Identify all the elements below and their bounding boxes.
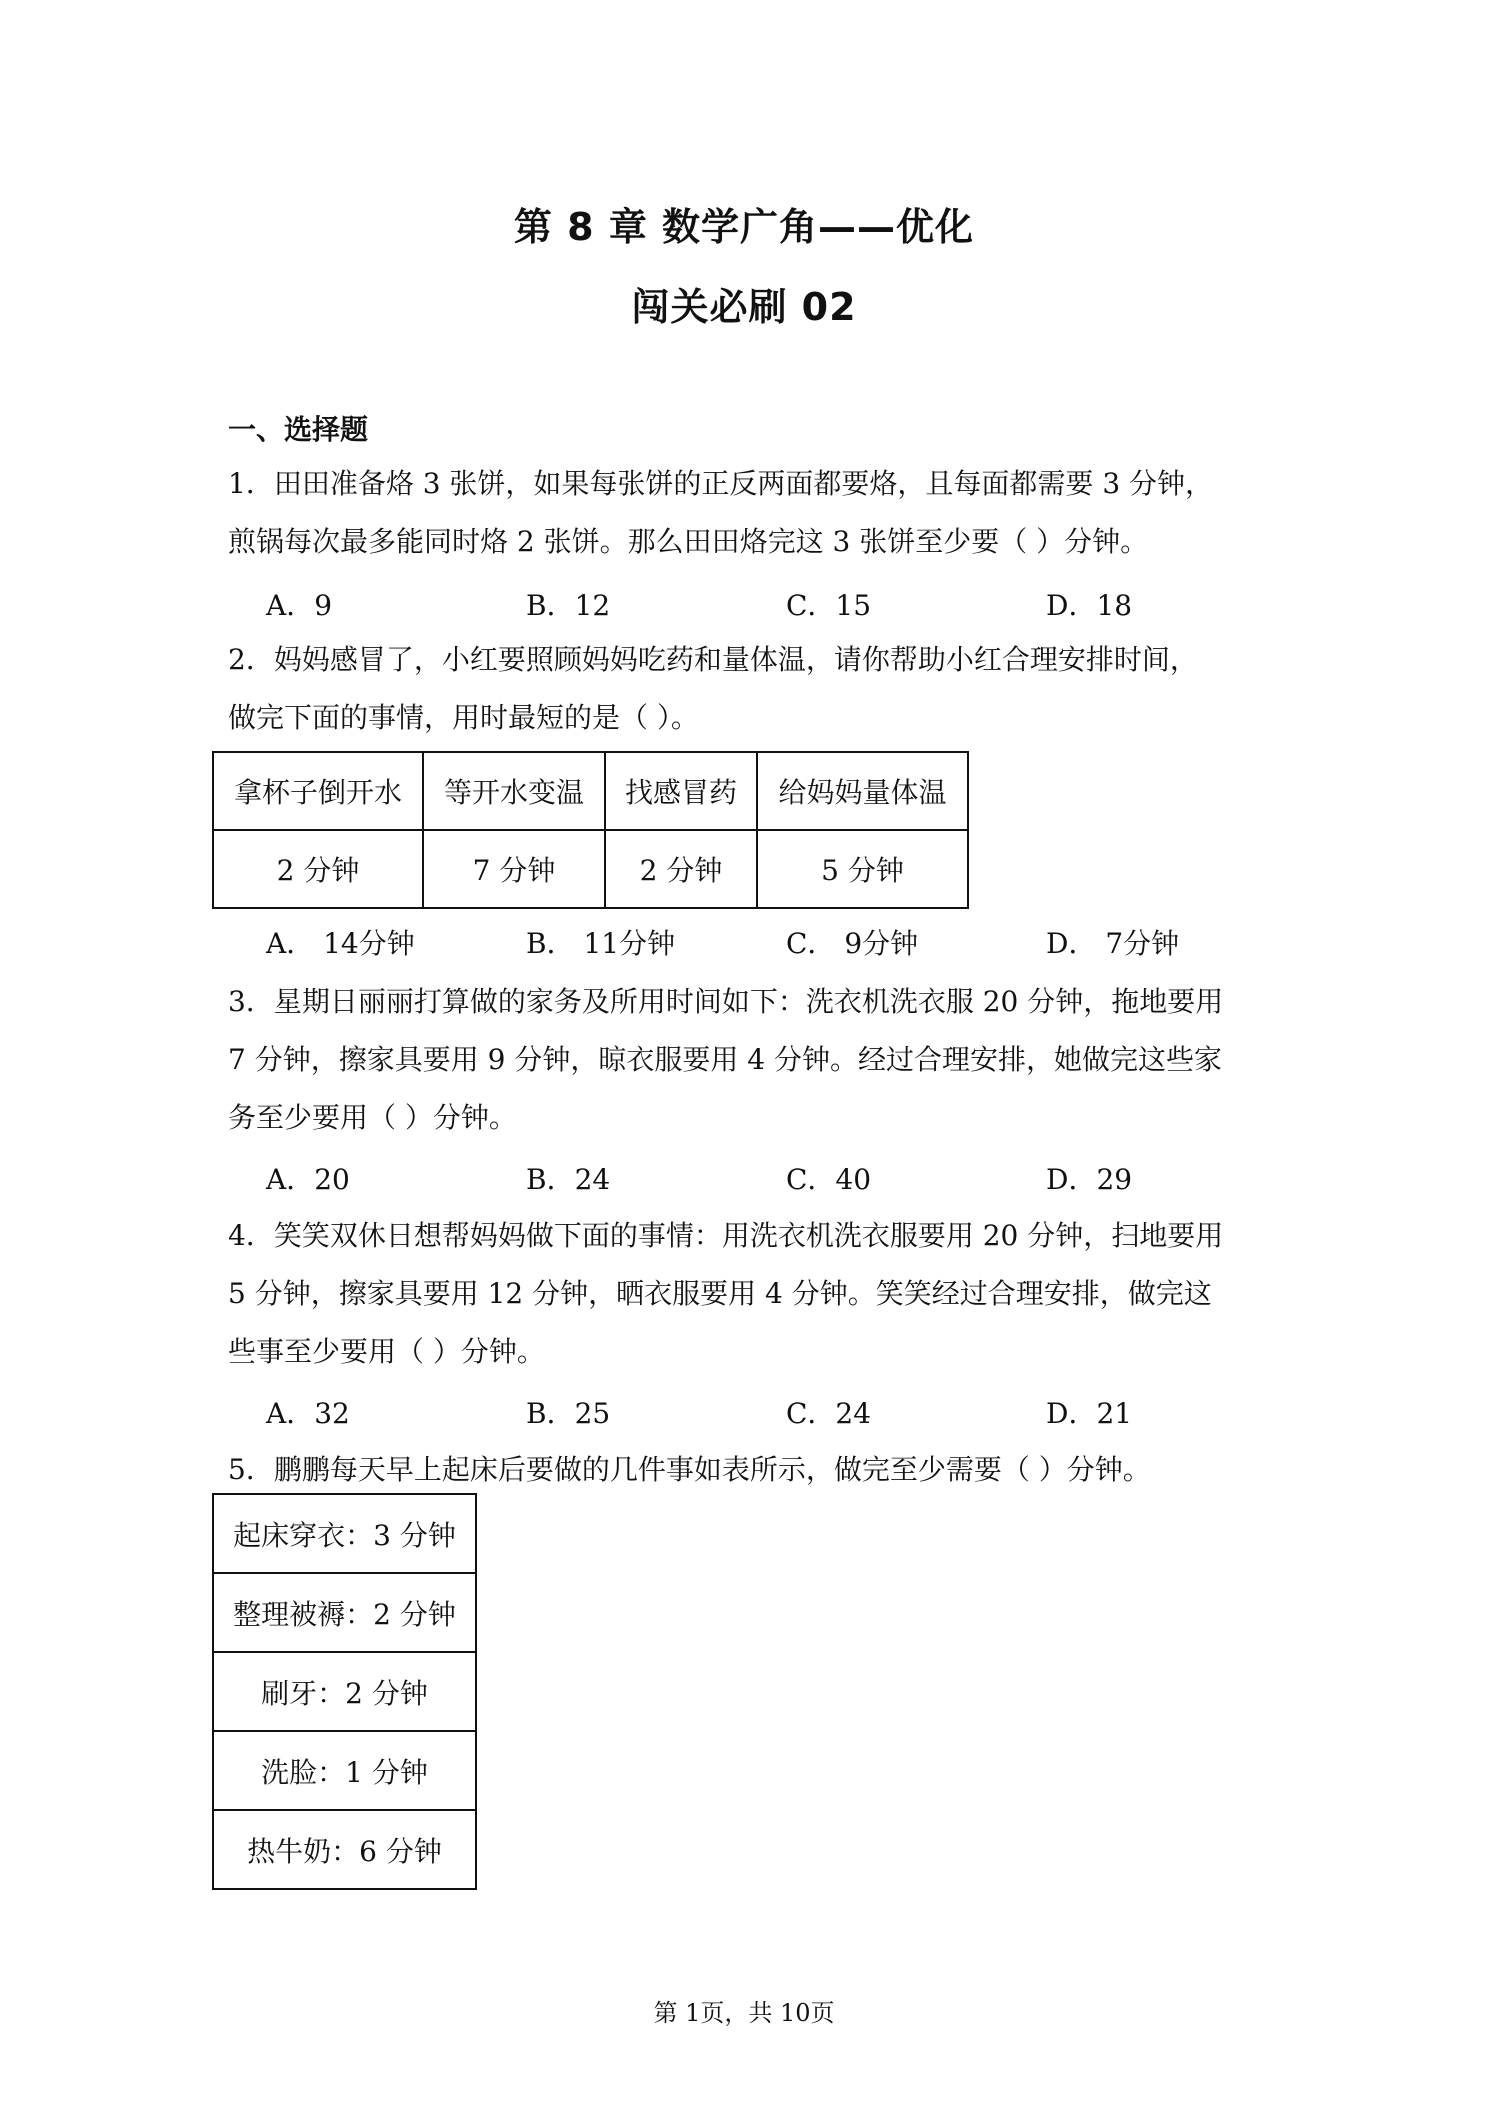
option-a: A．20 — [266, 1163, 350, 1196]
option-b: B．24 — [526, 1163, 611, 1196]
table-cell: 2 分钟 — [213, 830, 423, 908]
table-row — [213, 752, 968, 830]
question-2-line: 做完下面的事情，用时最短的是（ ）。 — [228, 701, 699, 734]
option-c: C．40 — [786, 1163, 872, 1196]
question-1-options — [266, 584, 1306, 624]
table-row — [213, 1494, 476, 1573]
question-4-line: 4．笑笑双休日想帮妈妈做下面的事情：用洗衣机洗衣服要用 20 分钟，扫地要用 — [228, 1219, 1224, 1252]
table-cell: 刷牙：2 分钟 — [213, 1652, 476, 1731]
table-cell: 热牛奶：6 分钟 — [213, 1810, 476, 1889]
table-cell: 整理被褥：2 分钟 — [213, 1573, 476, 1652]
option-a: A．9 — [266, 589, 333, 622]
option-b: B．25 — [526, 1397, 611, 1430]
question-4-options — [266, 1392, 1306, 1432]
table-cell: 拿杯子倒开水 — [213, 752, 423, 830]
question-4-line: 5 分钟，擦家具要用 12 分钟，晒衣服要用 4 分钟。笑笑经过合理安排，做完这 — [228, 1277, 1212, 1310]
question-1-line: 1．田田准备烙 3 张饼，如果每张饼的正反两面都要烙，且每面都需要 3 分钟， — [228, 467, 1214, 500]
table-cell: 找感冒药 — [605, 752, 757, 830]
option-b: B． 11分钟 — [526, 927, 676, 960]
option-c: C．15 — [786, 589, 872, 622]
table-row — [213, 830, 968, 908]
question-2-options — [266, 922, 1306, 962]
question-4-line: 些事至少要用（ ）分钟。 — [228, 1335, 545, 1368]
question-1-line: 煎锅每次最多能同时烙 2 张饼。那么田田烙完这 3 张饼至少要（ ）分钟。 — [228, 525, 1149, 558]
table-cell: 给妈妈量体温 — [757, 752, 968, 830]
question-3-line: 务至少要用（ ）分钟。 — [228, 1101, 517, 1134]
section-heading: 一、选择题 — [228, 413, 369, 446]
table-row — [213, 1573, 476, 1652]
question-3-line: 3．星期日丽丽打算做的家务及所用时间如下：洗衣机洗衣服 20 分钟，拖地要用 — [228, 985, 1224, 1018]
page-subtitle: 闯关必刷 02 — [631, 285, 857, 329]
table-row — [213, 1652, 476, 1731]
table-row — [213, 1810, 476, 1889]
table-cell: 起床穿衣：3 分钟 — [213, 1494, 476, 1573]
table-row — [213, 1731, 476, 1810]
page-footer: 第 1页，共 10页 — [653, 1999, 835, 2027]
option-b: B．12 — [526, 589, 611, 622]
question-5-line: 5．鹏鹏每天早上起床后要做的几件事如表所示，做完至少需要（ ）分钟。 — [228, 1453, 1151, 1486]
option-c: C．24 — [786, 1397, 872, 1430]
option-a: A． 14分钟 — [266, 927, 415, 960]
table-cell: 等开水变温 — [423, 752, 605, 830]
option-d: D．29 — [1046, 1163, 1133, 1196]
table-cell: 5 分钟 — [757, 830, 968, 908]
option-a: A．32 — [266, 1397, 350, 1430]
question-5-table — [212, 1493, 477, 1890]
page-title: 第 8 章 数学广角——优化 — [513, 205, 975, 249]
question-2-line: 2．妈妈感冒了，小红要照顾妈妈吃药和量体温，请你帮助小红合理安排时间， — [228, 643, 1198, 676]
option-d: D．21 — [1046, 1397, 1133, 1430]
question-3-line: 7 分钟，擦家具要用 9 分钟，晾衣服要用 4 分钟。经过合理安排，她做完这些家 — [228, 1043, 1222, 1076]
table-cell: 7 分钟 — [423, 830, 605, 908]
option-d: D．18 — [1046, 589, 1133, 622]
table-cell: 洗脸：1 分钟 — [213, 1731, 476, 1810]
question-3-options — [266, 1158, 1306, 1198]
option-d: D． 7分钟 — [1046, 927, 1180, 960]
table-cell: 2 分钟 — [605, 830, 757, 908]
option-c: C． 9分钟 — [786, 927, 919, 960]
question-2-table — [212, 751, 969, 909]
